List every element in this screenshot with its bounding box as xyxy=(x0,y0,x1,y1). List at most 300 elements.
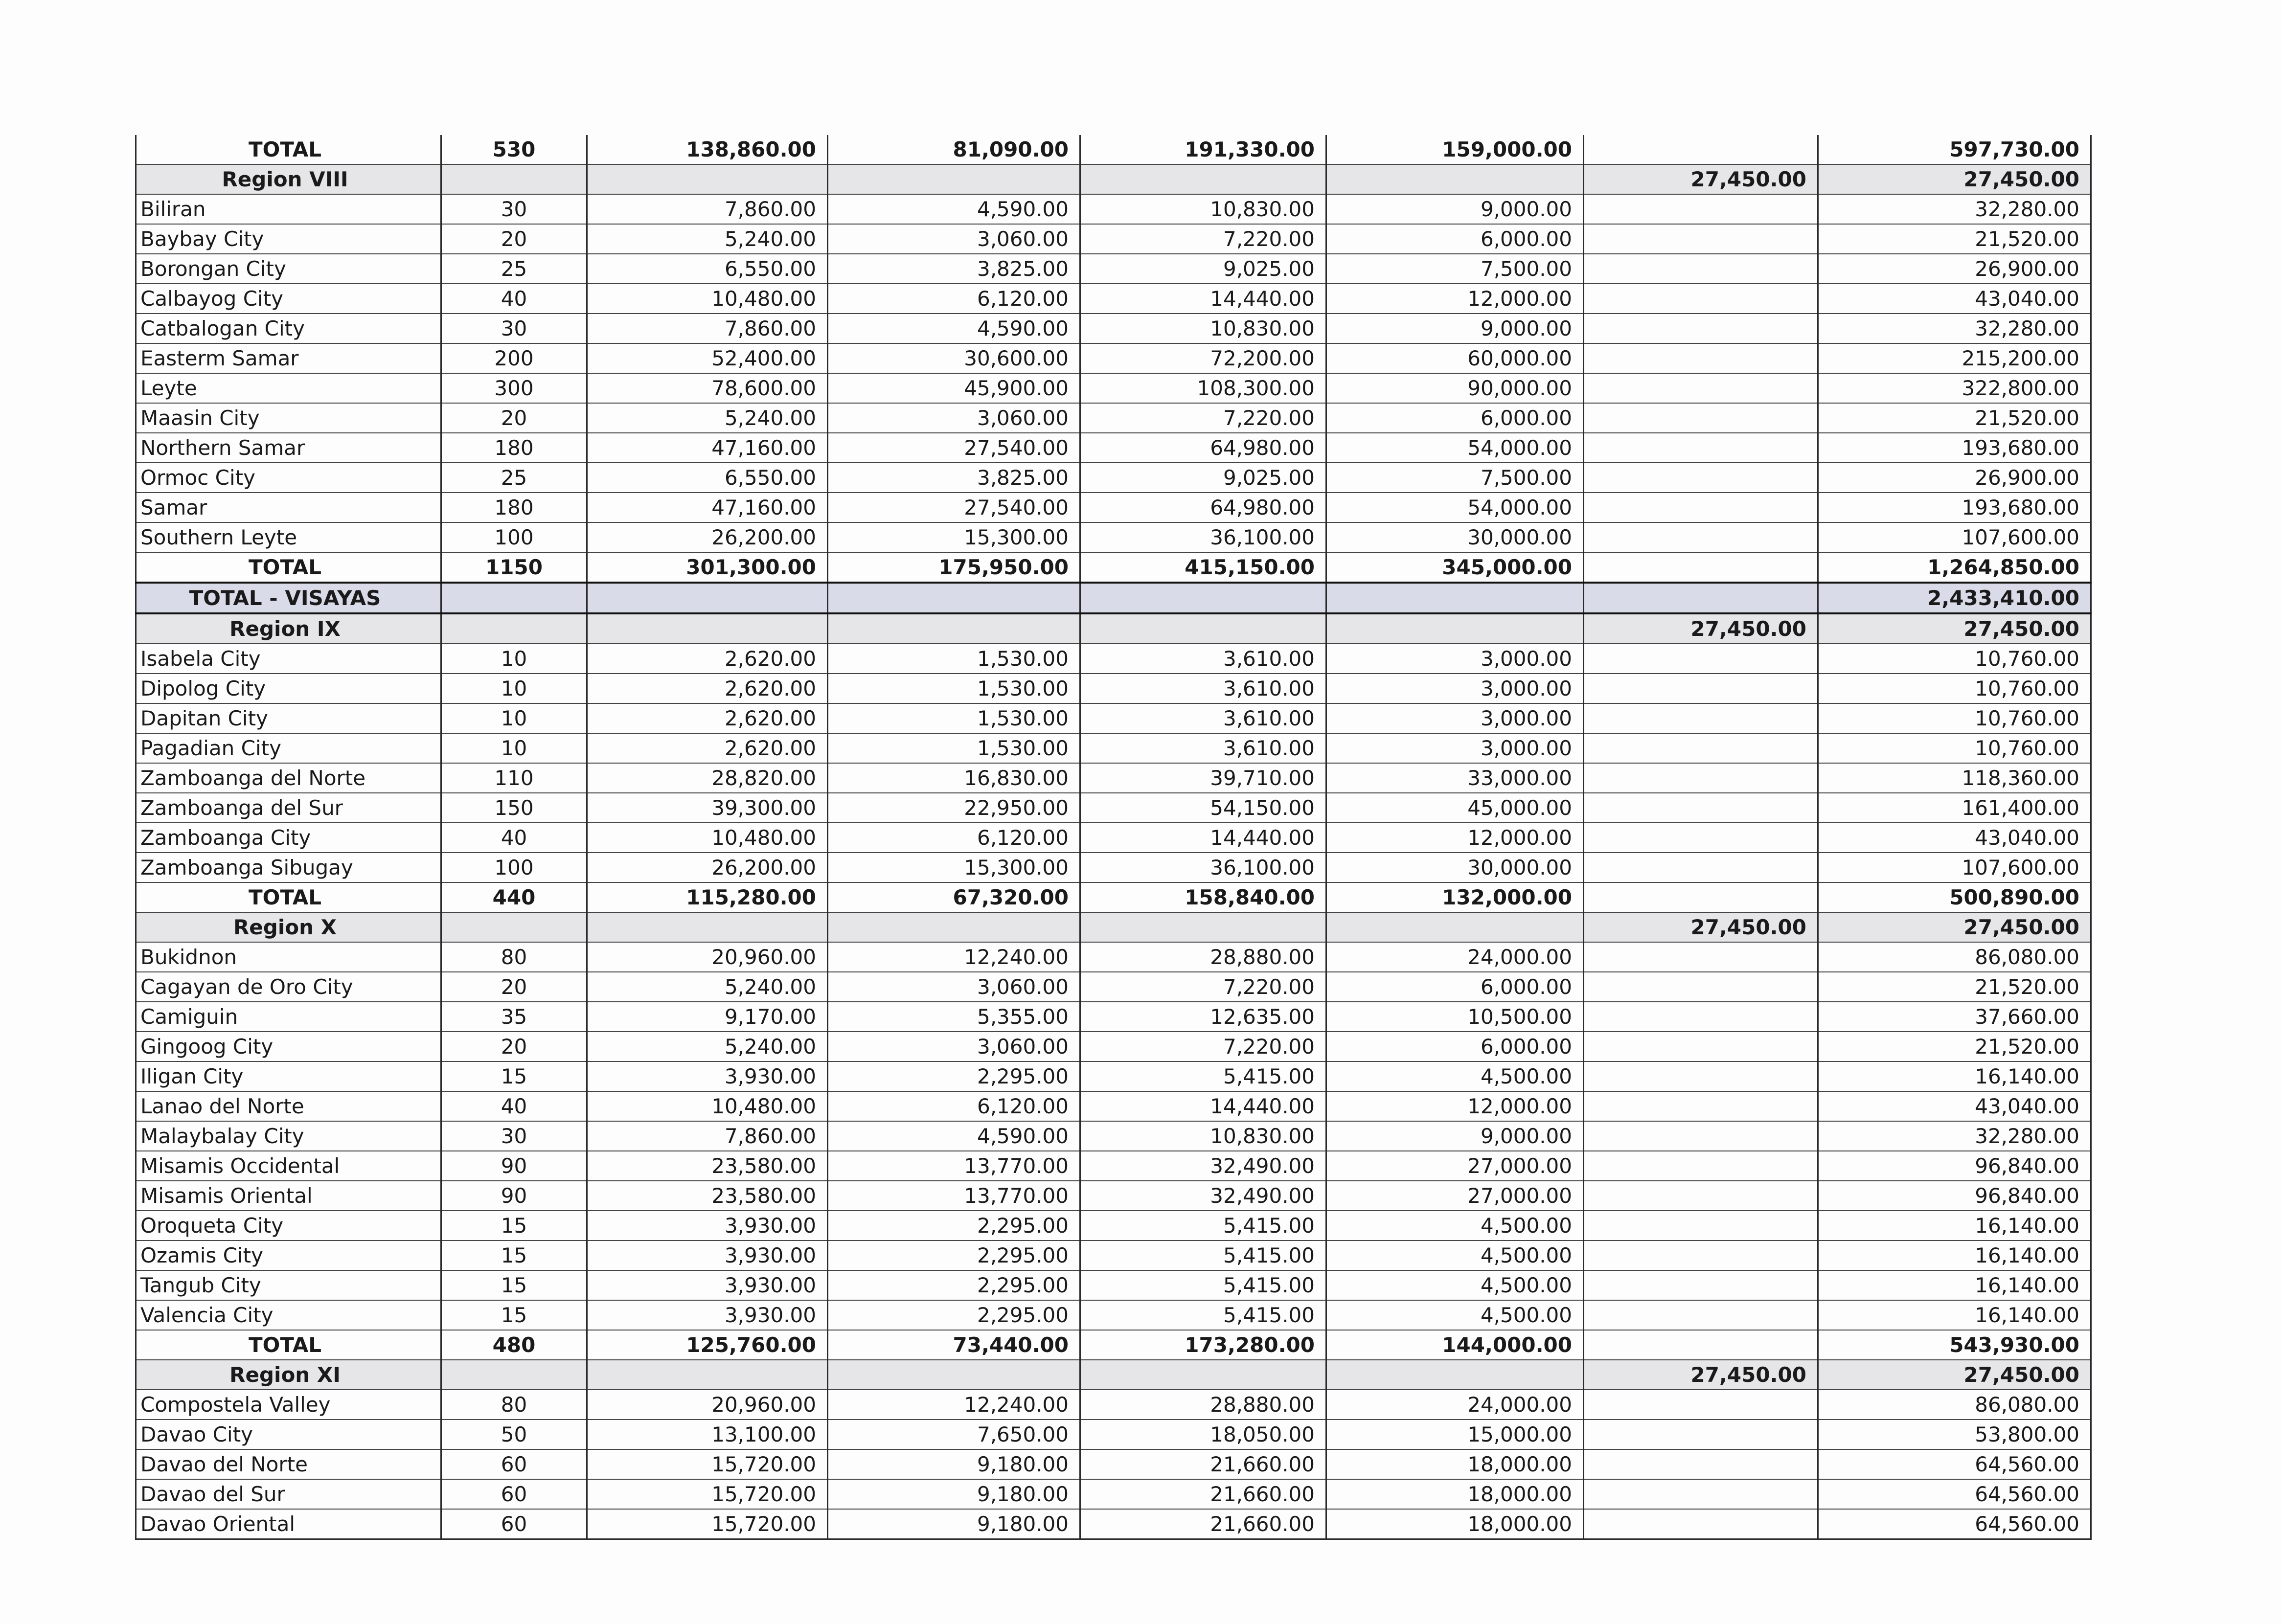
cell-amount-2: 9,180.00 xyxy=(828,1509,1080,1539)
cell-province: Cagayan de Oro City xyxy=(136,972,441,1002)
cell-amount-2: 3,060.00 xyxy=(828,403,1080,433)
cell-count: 200 xyxy=(441,343,587,373)
table-row xyxy=(136,1002,2091,1032)
cell-amount-5 xyxy=(1584,972,1818,1002)
cell-amount-2 xyxy=(828,583,1080,613)
cell-amount-5 xyxy=(1584,1091,1818,1121)
cell-total: 215,200.00 xyxy=(1818,343,2091,373)
cell-amount-3: 54,150.00 xyxy=(1080,793,1326,823)
cell-count: 20 xyxy=(441,224,587,254)
cell-amount-2 xyxy=(828,164,1080,194)
cell-amount-1 xyxy=(587,164,828,194)
cell-amount-4: 24,000.00 xyxy=(1326,942,1584,972)
cell-amount-5 xyxy=(1584,793,1818,823)
cell-amount-3: 72,200.00 xyxy=(1080,343,1326,373)
subtotal-row xyxy=(136,135,2091,164)
table-row xyxy=(136,343,2091,373)
cell-province: Davao City xyxy=(136,1420,441,1449)
cell-count: 90 xyxy=(441,1181,587,1211)
cell-amount-5 xyxy=(1584,194,1818,224)
table-row xyxy=(136,1061,2091,1091)
cell-amount-5: 27,450.00 xyxy=(1584,613,1818,644)
cell-province: Ormoc City xyxy=(136,463,441,493)
cell-province: Catbalogan City xyxy=(136,314,441,343)
table-body xyxy=(136,135,2091,1539)
cell-amount-4: 24,000.00 xyxy=(1326,1390,1584,1420)
cell-amount-1: 3,930.00 xyxy=(587,1211,828,1241)
cell-amount-3: 3,610.00 xyxy=(1080,733,1326,763)
cell-amount-4: 3,000.00 xyxy=(1326,644,1584,674)
cell-amount-1: 78,600.00 xyxy=(587,373,828,403)
cell-province: Valencia City xyxy=(136,1300,441,1330)
table-row xyxy=(136,433,2091,463)
cell-province: Bukidnon xyxy=(136,942,441,972)
cell-amount-5 xyxy=(1584,583,1818,613)
cell-province: Tangub City xyxy=(136,1270,441,1300)
cell-amount-2 xyxy=(828,613,1080,644)
table-row xyxy=(136,194,2091,224)
cell-total: 21,520.00 xyxy=(1818,224,2091,254)
cell-province: Misamis Occidental xyxy=(136,1151,441,1181)
cell-total: 161,400.00 xyxy=(1818,793,2091,823)
cell-amount-1: 15,720.00 xyxy=(587,1449,828,1479)
cell-amount-1: 2,620.00 xyxy=(587,674,828,703)
cell-amount-5 xyxy=(1584,1241,1818,1270)
cell-amount-3: 28,880.00 xyxy=(1080,1390,1326,1420)
table-row xyxy=(136,1241,2091,1270)
cell-total: 21,520.00 xyxy=(1818,403,2091,433)
cell-province: Baybay City xyxy=(136,224,441,254)
cell-count: 80 xyxy=(441,942,587,972)
cell-count: 10 xyxy=(441,733,587,763)
cell-amount-2: 2,295.00 xyxy=(828,1061,1080,1091)
cell-total: 118,360.00 xyxy=(1818,763,2091,793)
cell-amount-5 xyxy=(1584,135,1818,164)
cell-amount-3: 7,220.00 xyxy=(1080,1032,1326,1061)
cell-amount-1: 13,100.00 xyxy=(587,1420,828,1449)
cell-count: 50 xyxy=(441,1420,587,1449)
cell-count: 80 xyxy=(441,1390,587,1420)
cell-amount-3: 64,980.00 xyxy=(1080,493,1326,522)
cell-amount-2: 67,320.00 xyxy=(828,882,1080,912)
table-row xyxy=(136,703,2091,733)
cell-count: 440 xyxy=(441,882,587,912)
cell-amount-5 xyxy=(1584,403,1818,433)
cell-count: 100 xyxy=(441,853,587,882)
cell-amount-4: 3,000.00 xyxy=(1326,703,1584,733)
cell-province: Borongan City xyxy=(136,254,441,284)
subtotal-row xyxy=(136,552,2091,583)
cell-province: Dipolog City xyxy=(136,674,441,703)
cell-amount-1: 2,620.00 xyxy=(587,733,828,763)
cell-amount-2 xyxy=(828,1360,1080,1390)
cell-amount-1: 20,960.00 xyxy=(587,1390,828,1420)
cell-total: 32,280.00 xyxy=(1818,194,2091,224)
cell-total: 96,840.00 xyxy=(1818,1151,2091,1181)
subtotal-row xyxy=(136,882,2091,912)
cell-amount-4: 18,000.00 xyxy=(1326,1479,1584,1509)
cell-amount-4: 12,000.00 xyxy=(1326,1091,1584,1121)
cell-amount-1: 52,400.00 xyxy=(587,343,828,373)
cell-amount-1: 115,280.00 xyxy=(587,882,828,912)
cell-province: Compostela Valley xyxy=(136,1390,441,1420)
cell-province: Davao Oriental xyxy=(136,1509,441,1539)
cell-amount-5 xyxy=(1584,254,1818,284)
cell-amount-4: 6,000.00 xyxy=(1326,224,1584,254)
cell-amount-5 xyxy=(1584,703,1818,733)
cell-amount-2: 1,530.00 xyxy=(828,733,1080,763)
cell-amount-2: 2,295.00 xyxy=(828,1300,1080,1330)
cell-amount-4: 4,500.00 xyxy=(1326,1300,1584,1330)
cell-amount-1: 5,240.00 xyxy=(587,403,828,433)
cell-amount-2: 2,295.00 xyxy=(828,1270,1080,1300)
cell-amount-2: 7,650.00 xyxy=(828,1420,1080,1449)
cell-amount-1 xyxy=(587,613,828,644)
cell-province: Northern Samar xyxy=(136,433,441,463)
cell-amount-5 xyxy=(1584,644,1818,674)
cell-total: 16,140.00 xyxy=(1818,1241,2091,1270)
cell-total: 43,040.00 xyxy=(1818,284,2091,314)
cell-amount-5 xyxy=(1584,1330,1818,1360)
table-row xyxy=(136,1479,2091,1509)
cell-total: 64,560.00 xyxy=(1818,1509,2091,1539)
cell-amount-5 xyxy=(1584,733,1818,763)
cell-amount-5 xyxy=(1584,343,1818,373)
cell-count: 300 xyxy=(441,373,587,403)
cell-amount-5 xyxy=(1584,1420,1818,1449)
cell-total: 10,760.00 xyxy=(1818,733,2091,763)
cell-total: 1,264,850.00 xyxy=(1818,552,2091,583)
cell-amount-5 xyxy=(1584,493,1818,522)
cell-amount-3: 64,980.00 xyxy=(1080,433,1326,463)
cell-amount-5 xyxy=(1584,1211,1818,1241)
table-row xyxy=(136,1270,2091,1300)
cell-total: 500,890.00 xyxy=(1818,882,2091,912)
cell-total: 107,600.00 xyxy=(1818,853,2091,882)
cell-count: 20 xyxy=(441,1032,587,1061)
cell-count: 15 xyxy=(441,1241,587,1270)
cell-amount-2: 4,590.00 xyxy=(828,314,1080,343)
cell-amount-5 xyxy=(1584,224,1818,254)
cell-amount-4: 4,500.00 xyxy=(1326,1211,1584,1241)
cell-amount-1: 6,550.00 xyxy=(587,254,828,284)
cell-province: Zamboanga del Norte xyxy=(136,763,441,793)
cell-amount-3: 18,050.00 xyxy=(1080,1420,1326,1449)
cell-amount-5 xyxy=(1584,882,1818,912)
table-row xyxy=(136,1449,2091,1479)
cell-amount-2: 1,530.00 xyxy=(828,674,1080,703)
table-row xyxy=(136,1509,2091,1539)
cell-amount-2: 15,300.00 xyxy=(828,853,1080,882)
cell-amount-1: 47,160.00 xyxy=(587,493,828,522)
cell-count: 30 xyxy=(441,314,587,343)
cell-province: Ozamis City xyxy=(136,1241,441,1270)
cell-total: 96,840.00 xyxy=(1818,1181,2091,1211)
table-row xyxy=(136,1032,2091,1061)
cell-amount-3: 3,610.00 xyxy=(1080,703,1326,733)
cell-amount-3: 158,840.00 xyxy=(1080,882,1326,912)
cell-amount-4: 4,500.00 xyxy=(1326,1270,1584,1300)
cell-total: 322,800.00 xyxy=(1818,373,2091,403)
cell-amount-3: 9,025.00 xyxy=(1080,254,1326,284)
cell-amount-2: 6,120.00 xyxy=(828,284,1080,314)
allocation-table xyxy=(135,135,2092,1540)
cell-province: Pagadian City xyxy=(136,733,441,763)
cell-amount-1: 3,930.00 xyxy=(587,1241,828,1270)
cell-total: 193,680.00 xyxy=(1818,493,2091,522)
cell-total: 26,900.00 xyxy=(1818,254,2091,284)
cell-amount-2: 12,240.00 xyxy=(828,1390,1080,1420)
region-header-row xyxy=(136,164,2091,194)
cell-amount-4: 15,000.00 xyxy=(1326,1420,1584,1449)
cell-province: Oroqueta City xyxy=(136,1211,441,1241)
cell-amount-4: 54,000.00 xyxy=(1326,493,1584,522)
cell-total: 27,450.00 xyxy=(1818,1360,2091,1390)
cell-province: Calbayog City xyxy=(136,284,441,314)
cell-amount-2: 2,295.00 xyxy=(828,1211,1080,1241)
cell-amount-3: 5,415.00 xyxy=(1080,1061,1326,1091)
cell-province: Region VIII xyxy=(136,164,441,194)
table-row xyxy=(136,522,2091,552)
cell-total: 10,760.00 xyxy=(1818,703,2091,733)
cell-province: Biliran xyxy=(136,194,441,224)
cell-total: 53,800.00 xyxy=(1818,1420,2091,1449)
cell-amount-2: 6,120.00 xyxy=(828,823,1080,853)
cell-amount-3: 28,880.00 xyxy=(1080,942,1326,972)
cell-amount-3 xyxy=(1080,912,1326,942)
cell-count: 15 xyxy=(441,1300,587,1330)
cell-province: TOTAL xyxy=(136,1330,441,1360)
table-row xyxy=(136,853,2091,882)
table-row xyxy=(136,1300,2091,1330)
cell-amount-4: 10,500.00 xyxy=(1326,1002,1584,1032)
cell-amount-1: 301,300.00 xyxy=(587,552,828,583)
cell-amount-3: 14,440.00 xyxy=(1080,823,1326,853)
table-row xyxy=(136,1091,2091,1121)
cell-amount-3: 21,660.00 xyxy=(1080,1449,1326,1479)
cell-amount-2: 175,950.00 xyxy=(828,552,1080,583)
cell-amount-2: 3,060.00 xyxy=(828,1032,1080,1061)
cell-count: 60 xyxy=(441,1449,587,1479)
cell-amount-1: 3,930.00 xyxy=(587,1061,828,1091)
cell-total: 16,140.00 xyxy=(1818,1211,2091,1241)
cell-amount-2: 12,240.00 xyxy=(828,942,1080,972)
cell-amount-5 xyxy=(1584,522,1818,552)
cell-amount-1: 10,480.00 xyxy=(587,1091,828,1121)
table-row xyxy=(136,763,2091,793)
cell-amount-1: 5,240.00 xyxy=(587,224,828,254)
cell-province: Malaybalay City xyxy=(136,1121,441,1151)
cell-amount-4: 7,500.00 xyxy=(1326,254,1584,284)
cell-amount-3: 5,415.00 xyxy=(1080,1211,1326,1241)
cell-amount-4: 18,000.00 xyxy=(1326,1449,1584,1479)
cell-amount-2: 3,825.00 xyxy=(828,254,1080,284)
cell-amount-1: 2,620.00 xyxy=(587,703,828,733)
cell-amount-4: 6,000.00 xyxy=(1326,403,1584,433)
cell-amount-1: 10,480.00 xyxy=(587,823,828,853)
cell-amount-2: 3,060.00 xyxy=(828,224,1080,254)
cell-amount-4: 3,000.00 xyxy=(1326,674,1584,703)
grand-total-row xyxy=(136,583,2091,613)
cell-province: Maasin City xyxy=(136,403,441,433)
cell-amount-1: 138,860.00 xyxy=(587,135,828,164)
cell-amount-1: 23,580.00 xyxy=(587,1151,828,1181)
cell-count: 60 xyxy=(441,1509,587,1539)
cell-province: Region XI xyxy=(136,1360,441,1390)
table-row xyxy=(136,403,2091,433)
cell-amount-4: 33,000.00 xyxy=(1326,763,1584,793)
cell-total: 10,760.00 xyxy=(1818,644,2091,674)
table-row xyxy=(136,1420,2091,1449)
cell-province: TOTAL xyxy=(136,552,441,583)
cell-count: 25 xyxy=(441,254,587,284)
cell-amount-1: 7,860.00 xyxy=(587,1121,828,1151)
cell-amount-4: 30,000.00 xyxy=(1326,853,1584,882)
cell-amount-3: 10,830.00 xyxy=(1080,194,1326,224)
cell-amount-2: 4,590.00 xyxy=(828,1121,1080,1151)
cell-province: Dapitan City xyxy=(136,703,441,733)
cell-amount-4: 9,000.00 xyxy=(1326,1121,1584,1151)
cell-amount-3: 415,150.00 xyxy=(1080,552,1326,583)
cell-amount-1 xyxy=(587,912,828,942)
cell-amount-4 xyxy=(1326,912,1584,942)
cell-province: Gingoog City xyxy=(136,1032,441,1061)
cell-amount-1: 26,200.00 xyxy=(587,853,828,882)
cell-amount-3: 191,330.00 xyxy=(1080,135,1326,164)
cell-province: Camiguin xyxy=(136,1002,441,1032)
cell-amount-3: 32,490.00 xyxy=(1080,1151,1326,1181)
cell-amount-3: 173,280.00 xyxy=(1080,1330,1326,1360)
cell-province: Zamboanga City xyxy=(136,823,441,853)
cell-count: 15 xyxy=(441,1061,587,1091)
cell-amount-4 xyxy=(1326,613,1584,644)
table-row xyxy=(136,1121,2091,1151)
table-row xyxy=(136,674,2091,703)
table-row xyxy=(136,314,2091,343)
cell-total: 27,450.00 xyxy=(1818,613,2091,644)
cell-amount-3: 5,415.00 xyxy=(1080,1300,1326,1330)
cell-amount-1 xyxy=(587,583,828,613)
cell-amount-2: 45,900.00 xyxy=(828,373,1080,403)
cell-amount-2: 30,600.00 xyxy=(828,343,1080,373)
cell-count: 10 xyxy=(441,703,587,733)
cell-amount-3 xyxy=(1080,164,1326,194)
cell-province: TOTAL xyxy=(136,882,441,912)
cell-amount-3: 14,440.00 xyxy=(1080,284,1326,314)
cell-total: 86,080.00 xyxy=(1818,942,2091,972)
cell-amount-4: 3,000.00 xyxy=(1326,733,1584,763)
cell-amount-2: 9,180.00 xyxy=(828,1479,1080,1509)
cell-province: Zamboanga Sibugay xyxy=(136,853,441,882)
cell-amount-4: 90,000.00 xyxy=(1326,373,1584,403)
cell-province: Region X xyxy=(136,912,441,942)
cell-amount-4: 345,000.00 xyxy=(1326,552,1584,583)
cell-amount-5: 27,450.00 xyxy=(1584,1360,1818,1390)
cell-total: 107,600.00 xyxy=(1818,522,2091,552)
cell-amount-2: 73,440.00 xyxy=(828,1330,1080,1360)
cell-province: Lanao del Norte xyxy=(136,1091,441,1121)
cell-count: 15 xyxy=(441,1270,587,1300)
cell-count xyxy=(441,613,587,644)
cell-amount-1 xyxy=(587,1360,828,1390)
cell-province: Zamboanga del Sur xyxy=(136,793,441,823)
cell-count xyxy=(441,912,587,942)
cell-province: Samar xyxy=(136,493,441,522)
cell-amount-3: 36,100.00 xyxy=(1080,853,1326,882)
cell-total: 16,140.00 xyxy=(1818,1270,2091,1300)
cell-amount-4: 18,000.00 xyxy=(1326,1509,1584,1539)
table-row xyxy=(136,793,2091,823)
cell-amount-5 xyxy=(1584,1479,1818,1509)
cell-total: 43,040.00 xyxy=(1818,1091,2091,1121)
cell-amount-1: 7,860.00 xyxy=(587,194,828,224)
cell-province: Isabela City xyxy=(136,644,441,674)
cell-amount-4 xyxy=(1326,1360,1584,1390)
table-row xyxy=(136,463,2091,493)
cell-amount-1: 6,550.00 xyxy=(587,463,828,493)
cell-amount-3: 7,220.00 xyxy=(1080,403,1326,433)
cell-count: 20 xyxy=(441,972,587,1002)
cell-amount-1: 28,820.00 xyxy=(587,763,828,793)
cell-province: Easterm Samar xyxy=(136,343,441,373)
cell-province: Misamis Oriental xyxy=(136,1181,441,1211)
cell-amount-1: 15,720.00 xyxy=(587,1479,828,1509)
cell-count: 30 xyxy=(441,194,587,224)
cell-amount-5 xyxy=(1584,823,1818,853)
cell-province: Davao del Sur xyxy=(136,1479,441,1509)
cell-amount-1: 3,930.00 xyxy=(587,1270,828,1300)
cell-amount-4: 60,000.00 xyxy=(1326,343,1584,373)
cell-amount-4: 30,000.00 xyxy=(1326,522,1584,552)
cell-total: 21,520.00 xyxy=(1818,1032,2091,1061)
cell-province: TOTAL - VISAYAS xyxy=(136,583,441,613)
cell-amount-1: 5,240.00 xyxy=(587,1032,828,1061)
cell-amount-4 xyxy=(1326,583,1584,613)
cell-count xyxy=(441,164,587,194)
cell-amount-5 xyxy=(1584,552,1818,583)
cell-amount-2: 27,540.00 xyxy=(828,493,1080,522)
cell-count: 10 xyxy=(441,674,587,703)
cell-count: 530 xyxy=(441,135,587,164)
cell-count: 480 xyxy=(441,1330,587,1360)
cell-amount-1: 26,200.00 xyxy=(587,522,828,552)
cell-count: 180 xyxy=(441,433,587,463)
cell-count: 150 xyxy=(441,793,587,823)
table-row xyxy=(136,644,2091,674)
cell-total: 597,730.00 xyxy=(1818,135,2091,164)
cell-count: 60 xyxy=(441,1479,587,1509)
cell-amount-4: 7,500.00 xyxy=(1326,463,1584,493)
cell-total: 32,280.00 xyxy=(1818,1121,2091,1151)
table-row xyxy=(136,972,2091,1002)
cell-amount-4: 9,000.00 xyxy=(1326,194,1584,224)
cell-amount-2: 13,770.00 xyxy=(828,1151,1080,1181)
cell-count: 110 xyxy=(441,763,587,793)
cell-amount-1: 15,720.00 xyxy=(587,1509,828,1539)
cell-amount-3: 3,610.00 xyxy=(1080,674,1326,703)
table-row xyxy=(136,733,2091,763)
cell-count: 90 xyxy=(441,1151,587,1181)
table-row xyxy=(136,1181,2091,1211)
cell-total: 193,680.00 xyxy=(1818,433,2091,463)
cell-amount-4: 27,000.00 xyxy=(1326,1181,1584,1211)
cell-amount-1: 47,160.00 xyxy=(587,433,828,463)
cell-amount-3: 5,415.00 xyxy=(1080,1270,1326,1300)
cell-amount-5 xyxy=(1584,373,1818,403)
cell-count: 40 xyxy=(441,284,587,314)
cell-amount-5 xyxy=(1584,433,1818,463)
cell-amount-1: 39,300.00 xyxy=(587,793,828,823)
